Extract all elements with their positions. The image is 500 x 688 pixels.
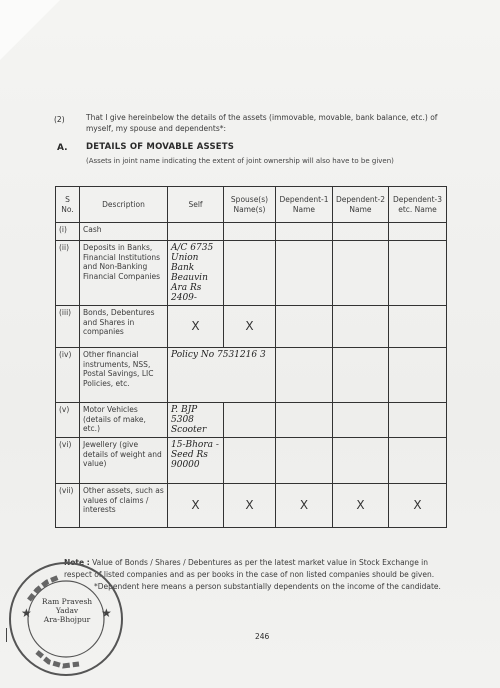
row-dep3	[389, 348, 447, 403]
row-self-cross-mark: X	[168, 484, 224, 528]
row-description: Cash	[80, 223, 168, 241]
row-dep3	[389, 306, 447, 348]
header-dependent-1: Dependent-1 Name	[276, 187, 333, 223]
header-self: Self	[168, 187, 224, 223]
header-dependent-2: Dependent-2 Name	[333, 187, 389, 223]
table-row	[56, 403, 447, 438]
table-row	[56, 484, 447, 528]
note-line-1: Value of Bonds / Shares / Debentures as per the latest market value in Stock Exchange in respect of listed companies and as per books in the case of non listed companies should be given.	[64, 558, 435, 579]
row-dep1-cross-mark: X	[276, 484, 333, 528]
table-row	[56, 348, 447, 403]
row-dep2	[333, 223, 389, 241]
table-row	[56, 306, 447, 348]
section-letter: A.	[57, 143, 68, 153]
row-sno: (iv)	[56, 348, 80, 403]
row-dep3	[389, 438, 447, 484]
row-self	[168, 223, 224, 241]
row-self-handwritten: A/C 6735 Union Bank Beauvin Ara Rs 2409-	[168, 241, 224, 306]
header-dependent-3: Dependent-3 etc. Name	[389, 187, 447, 223]
row-self-handwritten: 15-Bhora -Seed Rs 90000	[168, 438, 224, 484]
row-dep2	[333, 438, 389, 484]
row-sno: (ii)	[56, 241, 80, 306]
table-header-row	[56, 187, 447, 223]
row-spouse	[224, 223, 276, 241]
margin-mark	[6, 628, 7, 642]
row-dep3	[389, 223, 447, 241]
row-dep1	[276, 348, 333, 403]
row-spouse-cross-mark: X	[224, 306, 276, 348]
intro-text: That I give hereinbelow the details of the assets (immovable, movable, bank balance, etc.) of myself, my spouse and dependents*:	[86, 113, 438, 133]
row-sno: (vi)	[56, 438, 80, 484]
intro-number: (2)	[54, 115, 65, 124]
header-description: Description	[80, 187, 168, 223]
row-self-cross-mark: X	[168, 306, 224, 348]
row-self-handwritten: P. BJP 5308 Scooter	[168, 403, 224, 438]
row-dep2	[333, 403, 389, 438]
stamp-line: Ram Pravesh	[41, 597, 93, 606]
folded-corner	[0, 0, 60, 60]
section-title: DETAILS OF MOVABLE ASSETS	[86, 142, 235, 152]
row-sno: (vii)	[56, 484, 80, 528]
section-subtitle: (Assets in joint name indicating the extent of joint ownership will also have to be given)	[86, 157, 394, 165]
row-dep2-cross-mark: X	[333, 484, 389, 528]
row-description: Deposits in Banks, Financial Institutions and Non-Banking Financial Companies	[80, 241, 168, 306]
row-dep1	[276, 438, 333, 484]
row-dep1	[276, 241, 333, 306]
row-dep2	[333, 306, 389, 348]
stamp-line: Ara-Bhojpur	[43, 615, 91, 624]
row-dep2	[333, 348, 389, 403]
svg-text:★: ★	[21, 606, 32, 620]
row-spouse	[224, 438, 276, 484]
row-dep2	[333, 241, 389, 306]
row-dep3-cross-mark: X	[389, 484, 447, 528]
row-description: Other assets, such as values of claims / interests	[80, 484, 168, 528]
movable-assets-table	[55, 186, 447, 528]
header-spouse: Spouse(s) Name(s)	[224, 187, 276, 223]
svg-text:★: ★	[101, 606, 112, 620]
row-sno: (i)	[56, 223, 80, 241]
row-dep1	[276, 306, 333, 348]
row-description: Motor Vehicles (details of make, etc.)	[80, 403, 168, 438]
stamp-text	[34, 597, 100, 624]
stamp-line: Yadav	[55, 606, 79, 615]
row-dep3	[389, 241, 447, 306]
row-dep3	[389, 403, 447, 438]
row-description: Jewellery (give details of weight and value)	[80, 438, 168, 484]
note-label: Note :	[64, 558, 90, 567]
row-self-handwritten: Policy No 7531216 3	[168, 348, 276, 403]
row-sno: (v)	[56, 403, 80, 438]
row-description: Other financial instruments, NSS, Postal Savings, LIC Policies, etc.	[80, 348, 168, 403]
row-spouse	[224, 241, 276, 306]
row-description: Bonds, Debentures and Shares in companies	[80, 306, 168, 348]
table-row	[56, 241, 447, 306]
row-sno: (iii)	[56, 306, 80, 348]
row-spouse-cross-mark: X	[224, 484, 276, 528]
header-sno: S No.	[56, 187, 80, 223]
row-dep1	[276, 403, 333, 438]
note-line-2: *Dependent here means a person substantially dependents on the income of the candidate.	[94, 582, 441, 591]
table-row	[56, 223, 447, 241]
row-spouse	[224, 403, 276, 438]
row-dep1	[276, 223, 333, 241]
page-number: 246	[255, 632, 270, 641]
table-row	[56, 438, 447, 484]
